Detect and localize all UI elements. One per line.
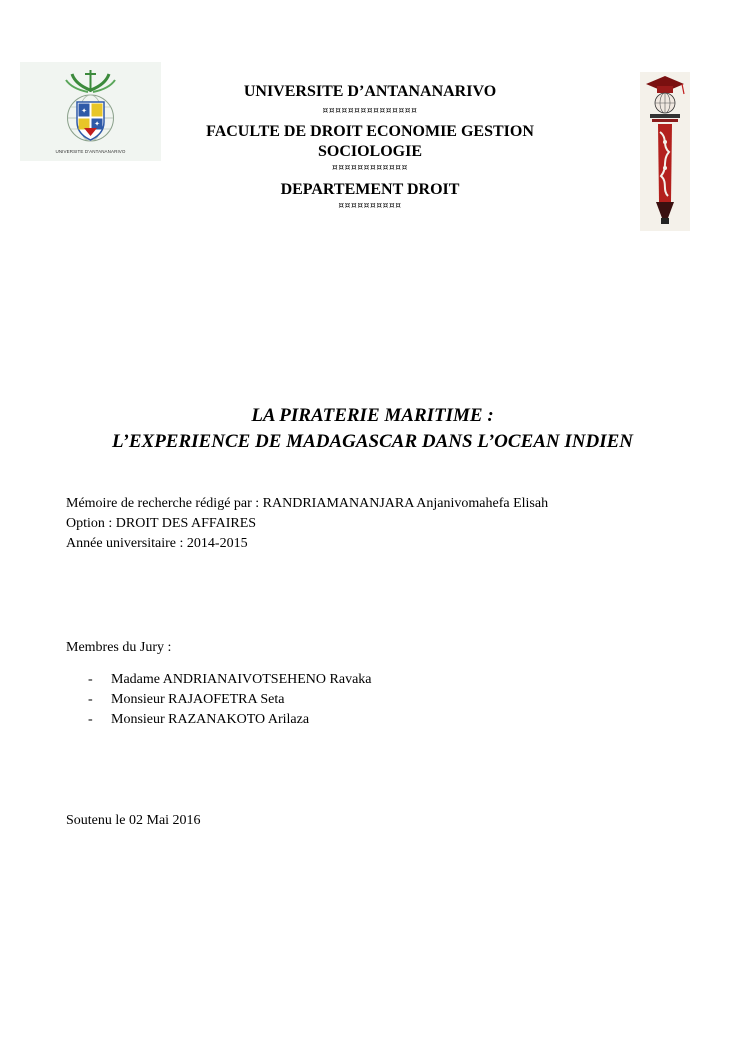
jury-heading: Membres du Jury : bbox=[66, 640, 172, 655]
university-name: UNIVERSITE D’ANTANANARIVO bbox=[243, 83, 497, 100]
university-logo-caption: UNIVERSITE D'ANTANANARIVO bbox=[55, 149, 126, 154]
svg-text:✦: ✦ bbox=[94, 120, 100, 128]
department-name: DEPARTEMENT DROIT bbox=[280, 181, 460, 198]
academic-year-line: Année universitaire : 2014-2015 bbox=[66, 536, 248, 551]
list-bullet: - bbox=[88, 692, 93, 707]
faculty-name-line2: SOCIOLOGIE bbox=[317, 143, 423, 160]
separator-line: ¤¤¤¤¤¤¤¤¤¤¤¤ bbox=[332, 163, 408, 173]
separator-line: ¤¤¤¤¤¤¤¤¤¤¤¤¤¤¤ bbox=[322, 106, 418, 116]
list-bullet: - bbox=[88, 672, 93, 687]
list-item bbox=[88, 670, 372, 690]
author-line: Mémoire de recherche rédigé par : RANDRIAMANANJARA Anjanivomahefa Elisah bbox=[66, 496, 549, 511]
list-item bbox=[88, 690, 372, 710]
list-item bbox=[88, 710, 372, 730]
thesis-info bbox=[66, 494, 548, 554]
university-seal-icon bbox=[20, 62, 161, 161]
option-line: Option : DROIT DES AFFAIRES bbox=[66, 516, 257, 531]
thesis-title-line1: LA PIRATERIE MARITIME : bbox=[251, 405, 494, 426]
svg-text:✦: ✦ bbox=[81, 107, 87, 115]
institution-header bbox=[150, 82, 590, 212]
jury-member: Madame ANDRIANAIVOTSEHENO Ravaka bbox=[111, 672, 372, 687]
thesis-title-line2: L’EXPERIENCE DE MADAGASCAR DANS L’OCEAN INDIEN bbox=[111, 431, 634, 452]
defense-date: Soutenu le 02 Mai 2016 bbox=[66, 813, 201, 828]
faculty-name-line1: FACULTE DE DROIT ECONOMIE GESTION bbox=[206, 123, 534, 140]
thesis-title bbox=[40, 403, 705, 455]
separator-line: ¤¤¤¤¤¤¤¤¤¤ bbox=[338, 201, 402, 211]
university-logo bbox=[20, 62, 161, 161]
jury-member: Monsieur RAZANAKOTO Arilaza bbox=[111, 712, 310, 727]
faculty-emblem-icon bbox=[640, 72, 690, 231]
list-bullet: - bbox=[88, 712, 93, 727]
faculty-logo bbox=[640, 72, 690, 231]
jury-member: Monsieur RAJAOFETRA Seta bbox=[111, 692, 285, 707]
jury-list bbox=[88, 670, 372, 730]
